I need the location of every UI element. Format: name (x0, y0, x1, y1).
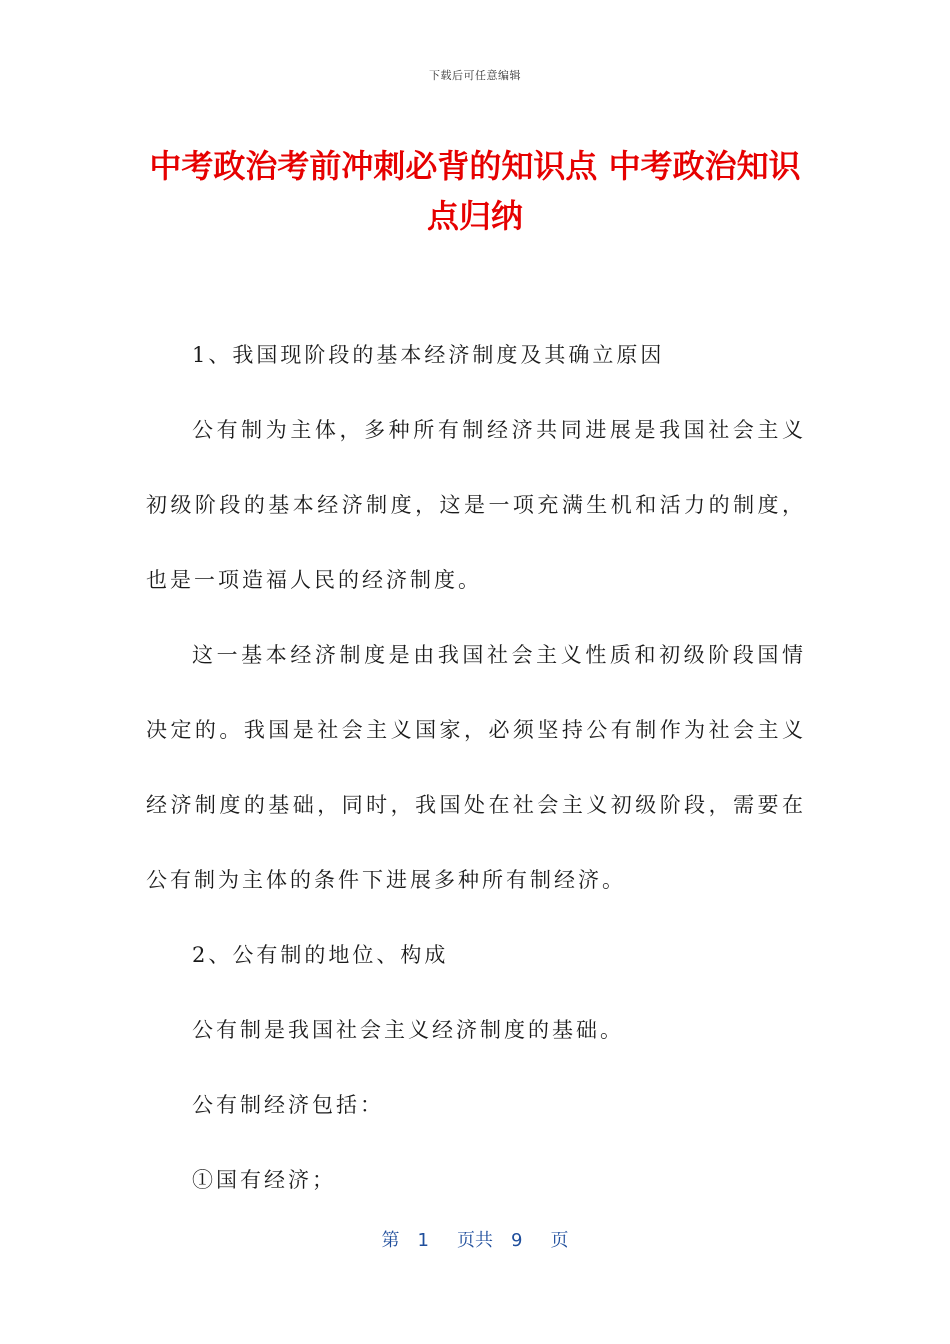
page-label-prefix: 第 (381, 1230, 400, 1251)
list-item-state-economy: ①国有经济； (192, 1168, 336, 1192)
page-label-suffix: 页 (550, 1230, 569, 1251)
paragraph-basic-system: 公有制为主体，多种所有制经济共同进展是我国社会主义初级阶段的基本经济制度，这是一项充满生机和活力的制度，也是一项造福人民的经济制度。 (146, 418, 806, 592)
page-label-mid: 页共 (457, 1230, 493, 1251)
paragraph-public-economy-includes: 公有制经济包括： (192, 1093, 384, 1117)
header-note: 下载后可任意编辑 (429, 69, 521, 82)
current-page-number: 1 (417, 1230, 429, 1251)
paragraph-public-ownership-basis: 公有制是我国社会主义经济制度的基础。 (192, 1018, 624, 1042)
paragraph-system-reason: 这一基本经济制度是由我国社会主义性质和初级阶段国情决定的。我国是社会主义国家，必须坚持公有制作为社会主义经济制度的基础，同时，我国处在社会主义初级阶段，需要在公有制为主体的条件下进展多种所有制经济。 (146, 643, 806, 892)
section-heading-2: 2、公有制的地位、构成 (192, 943, 449, 967)
document-body (146, 318, 806, 1218)
total-pages-number: 9 (511, 1230, 523, 1251)
document-title: 中考政治考前冲刺必背的知识点 中考政治知识点归纳 (149, 147, 801, 235)
page-footer (0, 1226, 950, 1252)
section-heading-1: 1、我国现阶段的基本经济制度及其确立原因 (192, 343, 665, 367)
